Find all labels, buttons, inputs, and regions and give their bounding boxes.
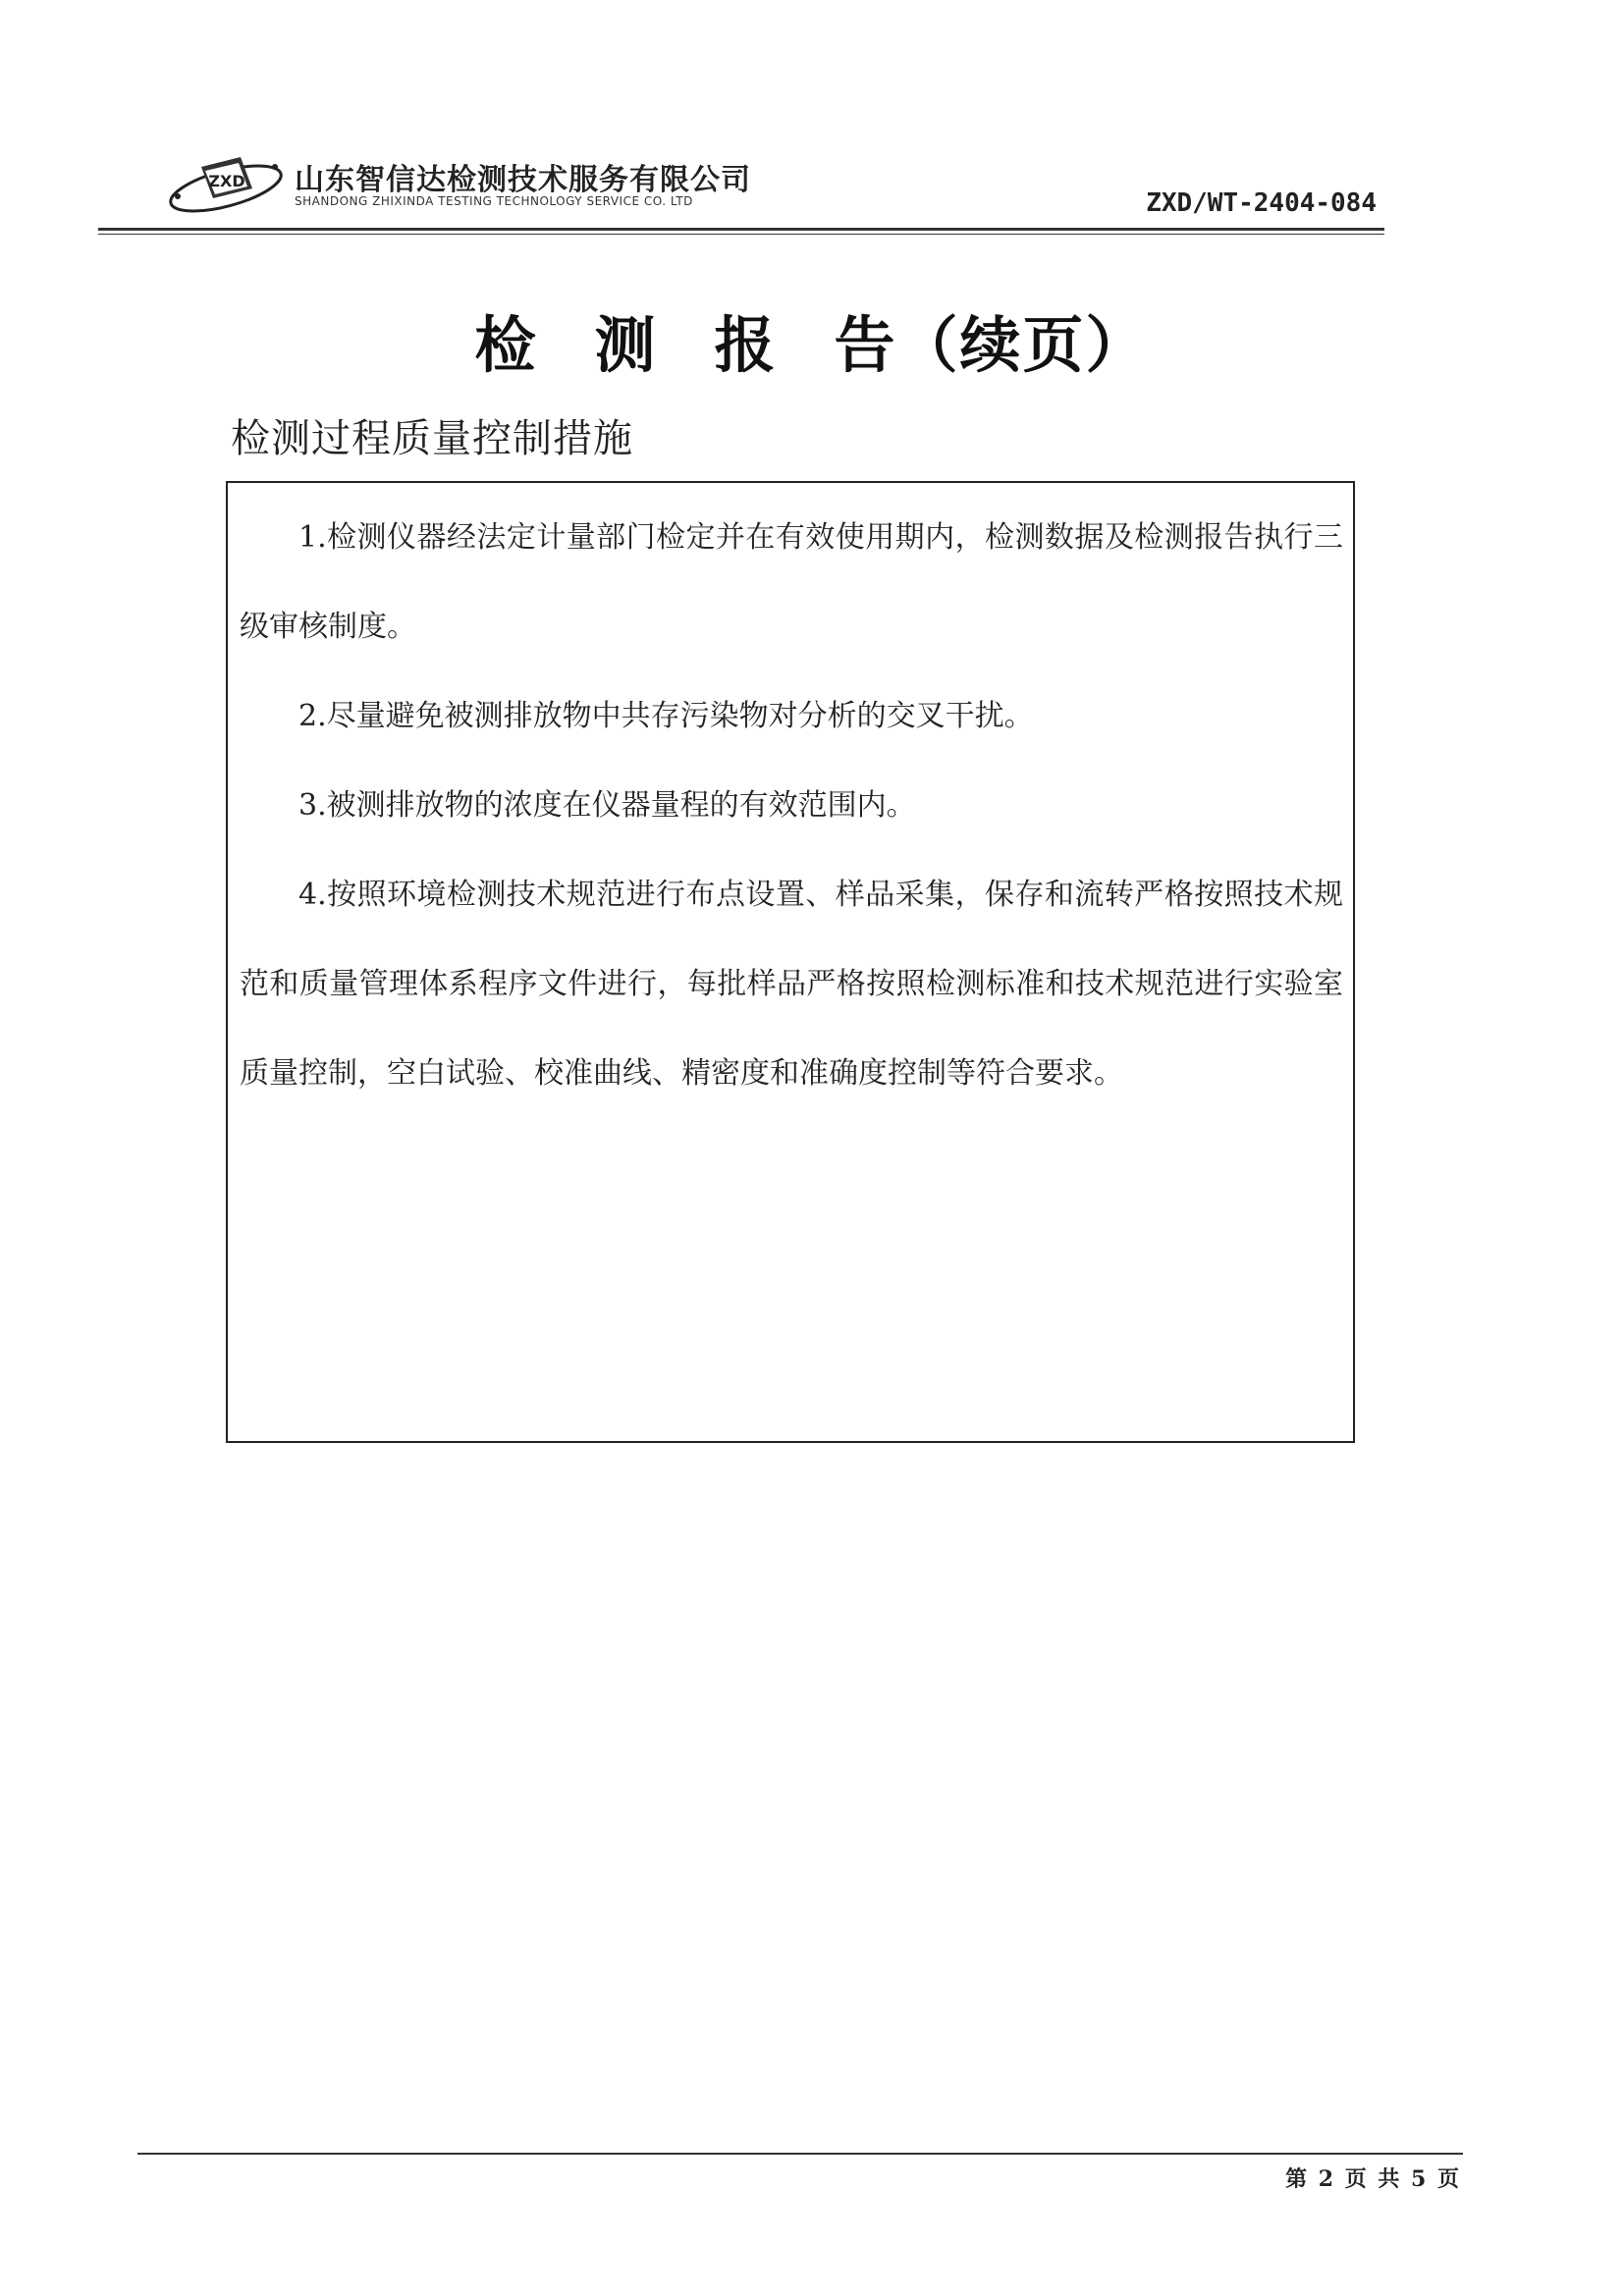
company-name-cn: 山东智信达检测技术服务有限公司 bbox=[295, 163, 751, 197]
logo-text: ZXD bbox=[208, 172, 245, 190]
report-code: ZXD/WT-2404-084 bbox=[1146, 188, 1377, 218]
company-logo-icon bbox=[162, 147, 290, 226]
paragraph-4: 4.按照环境检测技术规范进行布点设置、样品采集，保存和流转严格按照技术规范和质量管理体系程序文件进行，每批样品严格按照检测标准和技术规范进行实验室质量控制，空白试验、校准曲线、精密度和准确度控制等符合要求。 bbox=[240, 878, 1343, 1091]
header-rule-thin bbox=[98, 234, 1384, 235]
title-char-3: 报 bbox=[714, 309, 778, 381]
section-heading: 检测过程质量控制措施 bbox=[231, 416, 633, 461]
page-number: 第 2 页 共 5 页 bbox=[1285, 2166, 1461, 2192]
footer-rule bbox=[137, 2153, 1463, 2155]
paragraph-1: 1.检测仪器经法定计量部门检定并在有效使用期内，检测数据及检测报告执行三级审核制度。 bbox=[240, 520, 1343, 644]
title-char-2: 测 bbox=[594, 309, 658, 381]
title-char-4: 告（续页） bbox=[834, 309, 1149, 381]
paragraph-2: 2.尽量避免被测排放物中共存污染物对分析的交叉干扰。 bbox=[298, 699, 1034, 733]
content-box bbox=[226, 481, 1355, 1443]
paragraph-3: 3.被测排放物的浓度在仪器量程的有效范围内。 bbox=[298, 788, 916, 823]
company-name-en: SHANDONG ZHIXINDA TESTING TECHNOLOGY SERVICE CO. LTD bbox=[295, 194, 693, 208]
page-title bbox=[0, 296, 1623, 384]
header-rule-thick bbox=[98, 228, 1384, 231]
title-char-1: 检 bbox=[474, 309, 538, 381]
page-header bbox=[98, 137, 1384, 236]
